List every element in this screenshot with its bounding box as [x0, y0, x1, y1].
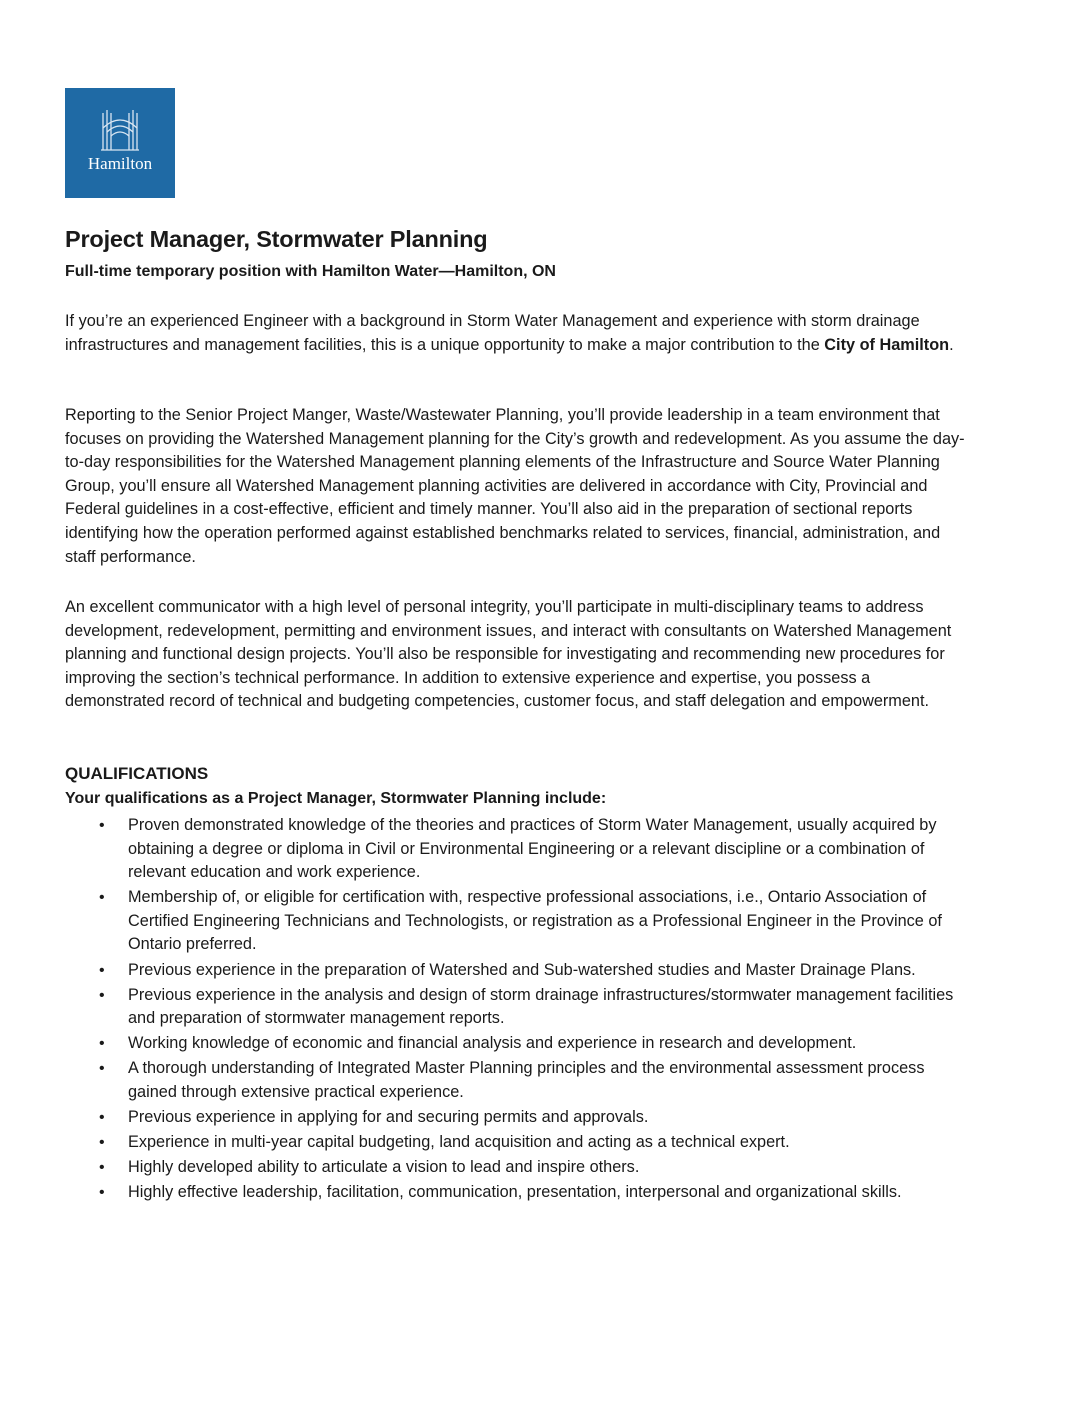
- qualification-text: Membership of, or eligible for certification with, respective professional associations, i.e., Ontario Association of Certified Engineering Technicians and Technologists, or registration as a Professional Engineer in the Province of Ontario preferred.: [128, 888, 942, 954]
- bullet-icon: •: [99, 889, 105, 907]
- qualification-text: Proven demonstrated knowledge of the theories and practices of Storm Water Management, usually acquired by obtaining a degree or diploma in Civil or Environmental Engineering or a relevant discipline or a combination of relevant education and work experience.: [128, 816, 937, 882]
- qualification-item: [65, 814, 965, 885]
- bullet-icon: •: [99, 1060, 105, 1078]
- intro-text-end: .: [949, 335, 954, 354]
- city-of-hamilton-emphasis: City of Hamilton: [824, 335, 950, 354]
- intro-text: If you’re an experienced Engineer with a background in Storm Water Management and experience with storm drainage infrastructures and management facilities, this is a unique opportunity to make a major contribution to the: [65, 312, 920, 354]
- qualification-item: [65, 1106, 965, 1130]
- qualifications-heading: QUALIFICATIONS: [65, 764, 209, 783]
- bullet-icon: •: [99, 1159, 105, 1177]
- bullet-icon: •: [99, 986, 105, 1004]
- hamilton-logo-icon: [65, 88, 175, 198]
- qualification-text: A thorough understanding of Integrated Master Planning principles and the environmental assessment process gained through extensive practical experience.: [128, 1059, 925, 1102]
- reporting-paragraph: Reporting to the Senior Project Manger, Waste/Wastewater Planning, you’ll provide leadership in a team environment that focuses on providing the Watershed Management planning for the City’s growth and redevelopment. As you assume the day-to-day responsibilities for the Watershed Management planning elements of the Infrastructure and Source Water Planning Group, you’ll ensure all Watershed Management planning activities are delivered in accordance with City, Provincial and Federal guidelines in a cost-effective, efficient and timely manner. You’ll also aid in the preparation of sectional reports identifying how the operation performed against established benchmarks related to services, financial, administration, and staff performance.: [65, 406, 965, 566]
- qualification-item: [65, 886, 965, 957]
- intro-paragraph: [65, 310, 965, 357]
- bullet-icon: •: [99, 1109, 105, 1127]
- bullet-icon: •: [99, 1134, 105, 1152]
- bullet-icon: •: [99, 1184, 105, 1202]
- qualification-item: [65, 1156, 965, 1180]
- qualification-item: [65, 959, 965, 983]
- hamilton-logo: [65, 88, 175, 198]
- bullet-icon: •: [99, 817, 105, 834]
- qualification-text: Highly developed ability to articulate a vision to lead and inspire others.: [128, 1158, 640, 1177]
- job-subtitle: Full-time temporary position with Hamilton Water—Hamilton, ON: [65, 263, 556, 280]
- qualifications-intro: Your qualifications as a Project Manager, Stormwater Planning include:: [65, 790, 607, 807]
- job-title: Project Manager, Stormwater Planning: [65, 226, 488, 252]
- qualification-text: Experience in multi-year capital budgeting, land acquisition and acting as a technical expert.: [128, 1133, 790, 1152]
- qualification-item: [65, 1181, 965, 1205]
- qualification-text: Previous experience in applying for and securing permits and approvals.: [128, 1108, 649, 1127]
- bullet-icon: •: [99, 961, 105, 979]
- qualification-item: [65, 1032, 965, 1056]
- qualification-text: Working knowledge of economic and financial analysis and experience in research and development.: [128, 1034, 857, 1053]
- communicator-paragraph: An excellent communicator with a high level of personal integrity, you’ll participate in multi-disciplinary teams to address development, redevelopment, permitting and environment issues, and interact with consultants on Watershed Management planning and functional design projects. You’ll also be responsible for investigating and recommending new procedures for improving the section’s technical performance. In addition to extensive experience and expertise, you possess a demonstrated record of technical and budgeting competencies, customer focus, and staff delegation and empowerment.: [65, 598, 952, 711]
- qualification-text: Previous experience in the preparation of Watershed and Sub-watershed studies and Master Drainage Plans.: [128, 960, 916, 979]
- bullet-icon: •: [99, 1035, 105, 1053]
- qualification-item: [65, 984, 965, 1031]
- qualifications-list: [65, 814, 965, 1207]
- qualification-item: [65, 1057, 965, 1104]
- logo-wordmark: Hamilton: [87, 154, 153, 173]
- qualification-item: [65, 1131, 965, 1155]
- qualification-text: Highly effective leadership, facilitation, communication, presentation, interpersonal and organizational skills.: [128, 1183, 902, 1202]
- qualification-text: Previous experience in the analysis and design of storm drainage infrastructures/stormwater management facilities and preparation of stormwater management reports.: [128, 985, 954, 1028]
